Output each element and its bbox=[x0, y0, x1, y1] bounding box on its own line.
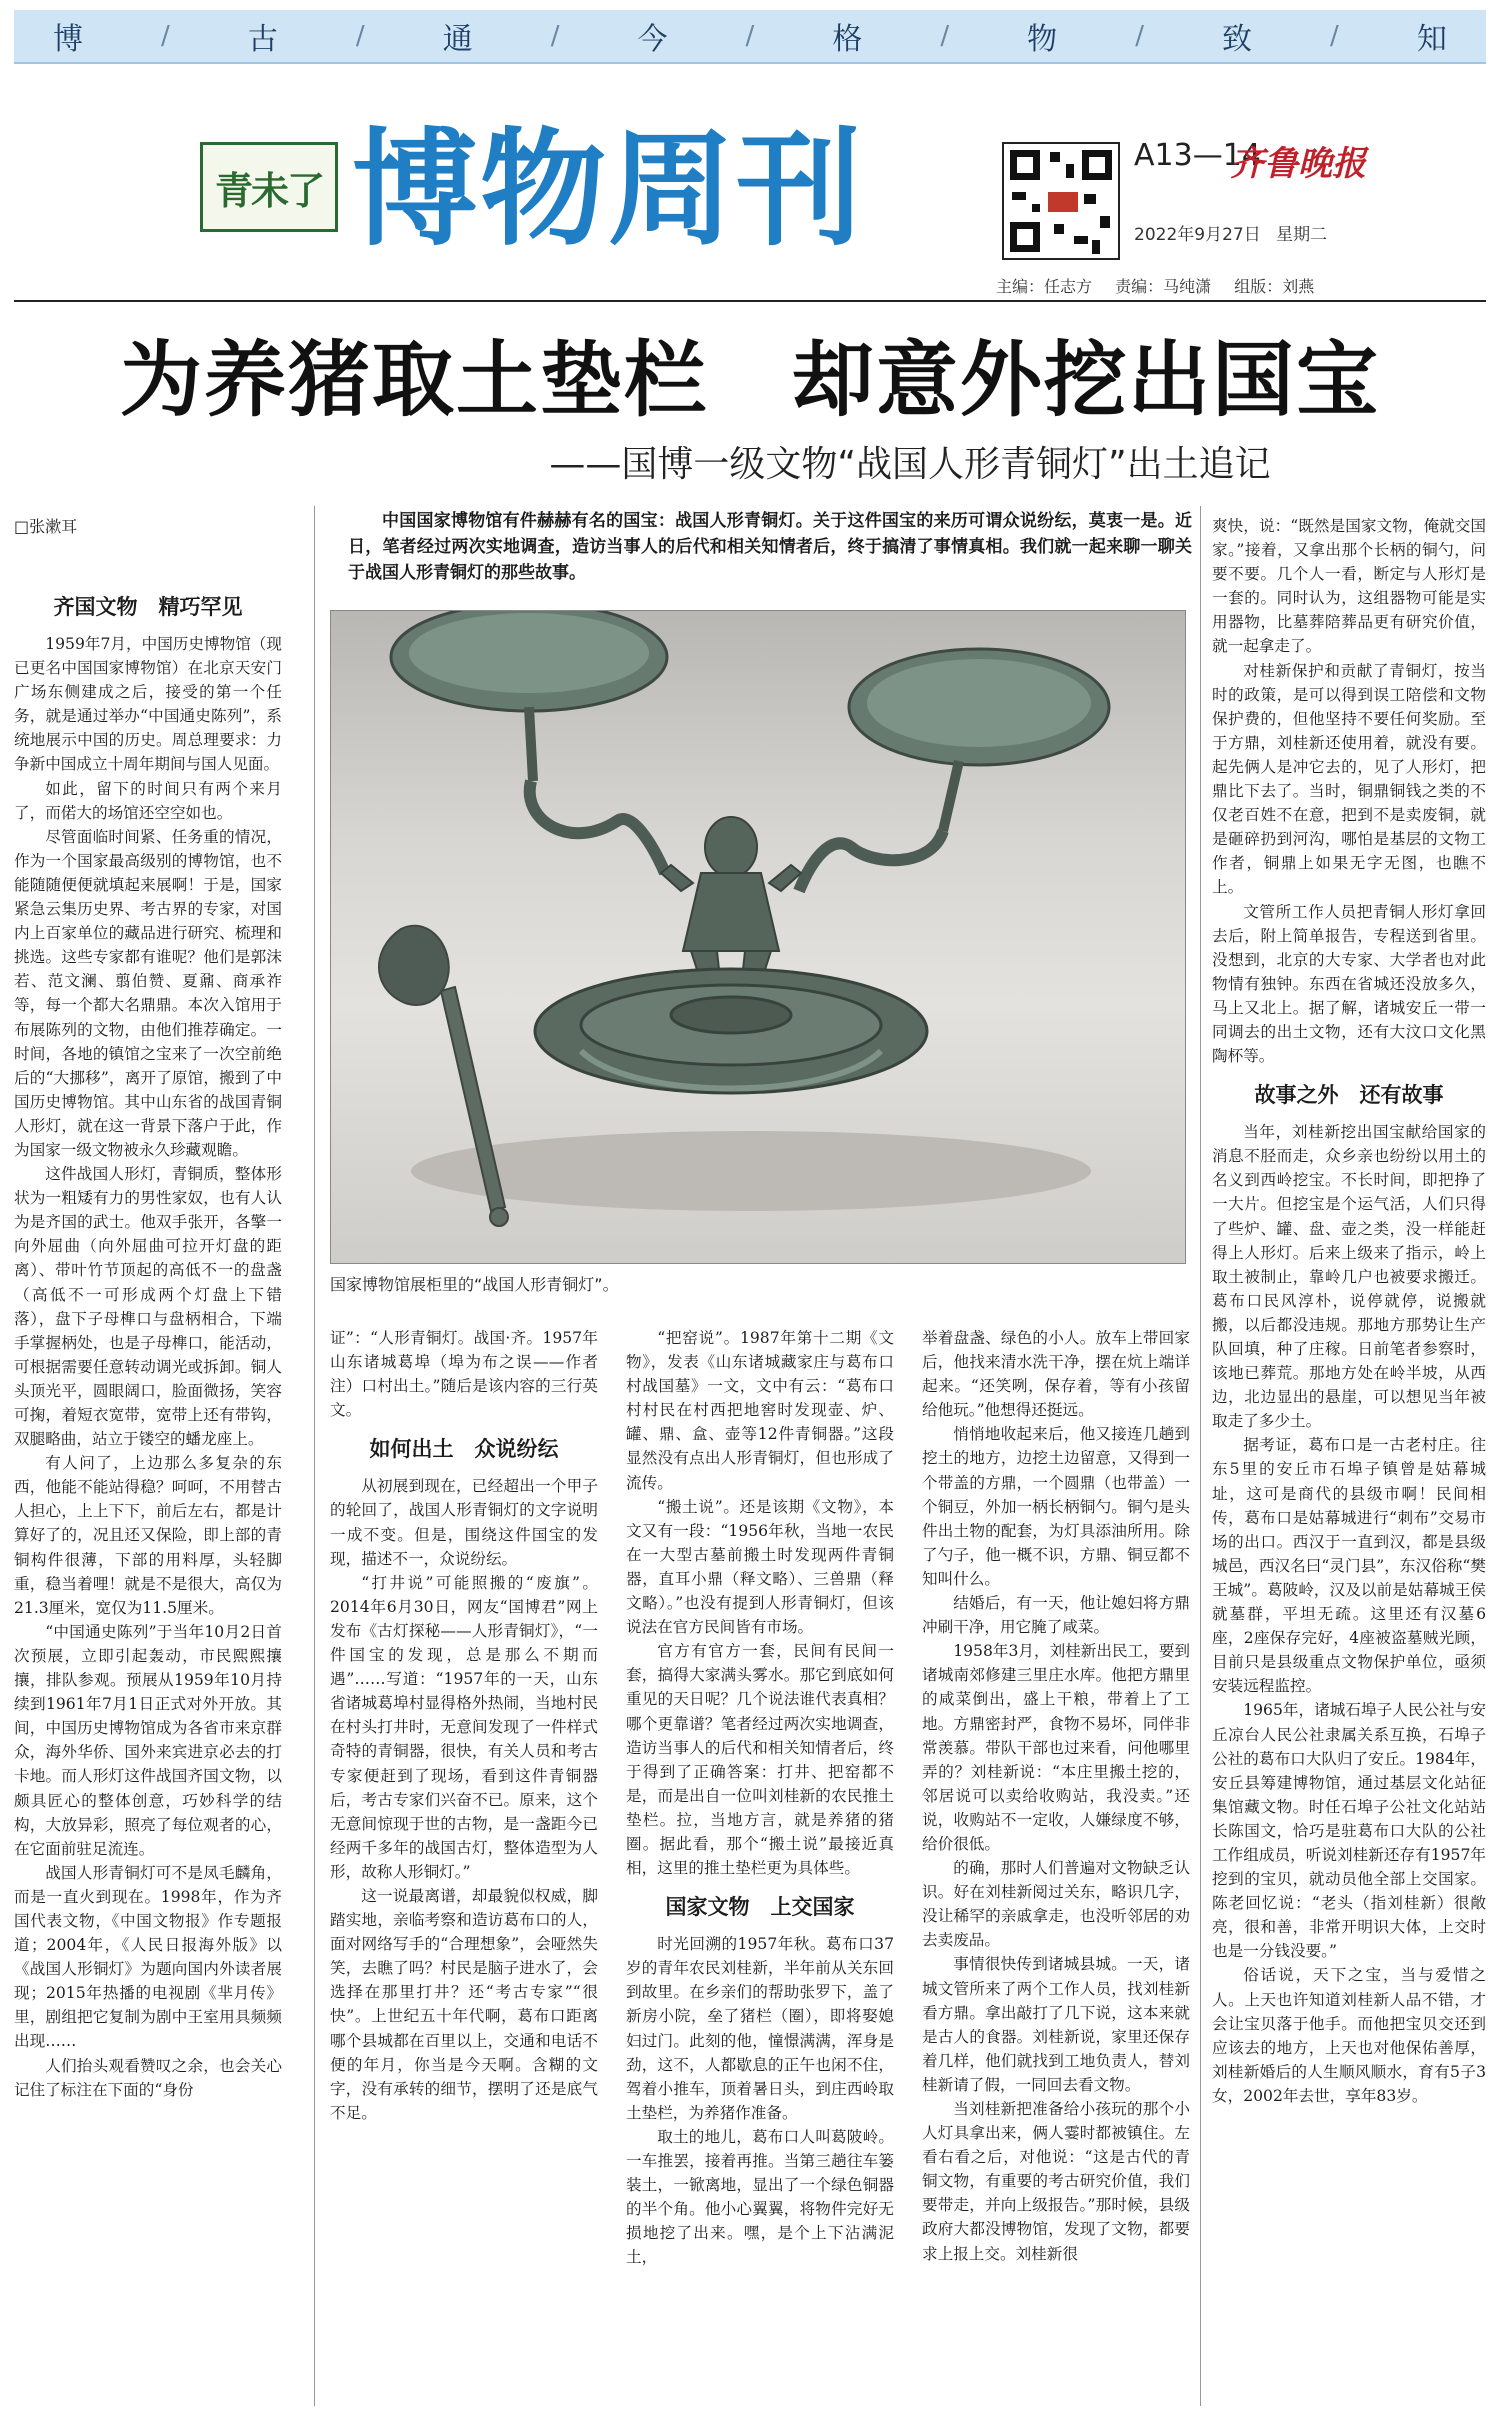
paragraph: 有人问了，上边那么多复杂的东西，他能不能站得稳？呵呵，不用替古人担心，上上下下，前后左右，都是计算好了的，况且还又保险，即上部的青铜构件很薄，下部的用料厚，头轻脚重，稳当着哩！就是不是很大，高仅为21.3厘米，宽仅为11.5厘米。 bbox=[14, 1454, 282, 1617]
newspaper-name: 齐鲁晚报 bbox=[1230, 144, 1366, 184]
qr-code-icon bbox=[1002, 142, 1120, 260]
article-column-4 bbox=[922, 1326, 1190, 2266]
intro-paragraph: 中国国家博物馆有件赫赫有名的国宝：战国人形青铜灯。关于这件国宝的来历可谓众说纷纭，莫衷一是。近日，笔者经过两次实地调查，造访当事人的后代和相关知情者后，终于搞清了事情真相。我们就一起来聊一聊关于战国人形青铜灯的那些故事。 bbox=[348, 511, 1192, 583]
article-column-3 bbox=[626, 1326, 894, 2269]
paragraph: 从初展到现在，已经超出一个甲子的轮回了，战国人形青铜灯的文字说明一成不变。但是，围绕这件国宝的发现，描述不一，众说纷纭。 bbox=[330, 1477, 598, 1568]
paragraph: 事情很快传到诸城县城。一天，诸城文管所来了两个工作人员，找刘桂新看方鼎。拿出敲打了几下说，这本来就是古人的食器。刘桂新说，家里还保存着几样，他们就找到工地负责人，替刘桂新请了假，一同回去看文物。 bbox=[922, 1955, 1190, 2094]
paragraph: 的确，那时人们普遍对文物缺乏认识。好在刘桂新阅过关东，略识几字，没让稀罕的亲戚拿走，也没听邻居的劝去卖废品。 bbox=[922, 1859, 1190, 1950]
duty-editor: 责编：马纯潇 bbox=[1115, 277, 1212, 296]
chief-editor: 主编：任志方 bbox=[996, 277, 1093, 296]
section-heading: 如何出土 众说纷纭 bbox=[369, 1437, 559, 1462]
headline: 为养猪取土垫栏 却意外挖出国宝 bbox=[119, 332, 1380, 428]
section-heading: 国家文物 上交国家 bbox=[665, 1895, 855, 1920]
paragraph: 证”：“人形青铜灯。战国·齐。1957年山东诸城葛埠（埠为布之误——作者注）口村出土。”随后是该内容的三行英文。 bbox=[330, 1329, 598, 1420]
subheadline: ——国博一级文物“战国人形青铜灯”出土追记 bbox=[549, 444, 1271, 485]
motto-char: 知 bbox=[1416, 22, 1447, 57]
section-logo bbox=[200, 142, 338, 232]
column-divider bbox=[314, 506, 315, 2406]
column-divider bbox=[1200, 506, 1201, 2406]
motto-char: 通 bbox=[442, 22, 473, 57]
paragraph: 取土的地儿，葛布口人叫葛陂岭。一车推罢，接着再推。当第三趟往车篓装土，一锨离地，显出了一个绿色铜器的半个角。他小心翼翼，将物件完好无损地挖了出来。嘿，是个上下沾满泥土， bbox=[626, 2127, 894, 2267]
paragraph: 对桂新保护和贡献了青铜灯，按当时的政策，是可以得到误工陪偿和文物保护费的，但他坚持不要任何奖励。至于方鼎，刘桂新还使用着，就没有要。起先俩人是冲它去的，见了人形灯，把鼎比下去了。当时，铜鼎铜钱之类的不仅老百姓不在意，把到不是卖废铜，就是砸碎扔到河沟，哪怕是基层的文物工作者，铜鼎上如果无字无图，也瞧不上。 bbox=[1212, 661, 1486, 897]
paragraph: 这件战国人形灯，青铜质，整体形状为一粗矮有力的男性家奴，也有人认为是齐国的武士。他双手张开，各擎一向外屈曲（向外屈曲可拉开灯盘的距离）、带叶竹节顶起的高低不一的盘盏（高低不一可形成两个灯盘上下错落），盘下子母榫口与盘柄相合，下端手掌握柄处，也是子母榫口，能活动，可根据需要任意转动调光或拆卸。铜人头顶光平，圆眼阔口，脸面微扬，笑容可掬，着短衣宽带，宽带上还有带钩，双腿略曲，站立于镂空的蟠龙座上。 bbox=[14, 1165, 282, 1449]
motto-band: 博 / 古 / 通 / 今 / 格 / 物 / 致 / 知 bbox=[14, 10, 1486, 64]
editor-credits bbox=[996, 274, 1332, 297]
byline: □张漱耳 bbox=[14, 517, 78, 536]
article-column-1 bbox=[14, 580, 282, 2102]
paragraph: 1958年3月，刘桂新出民工，要到诸城南郊修建三里庄水库。他把方鼎里的咸菜倒出，盛上干粮，带着上了工地。方鼎密封严，食物不易坏，同伴非常羡慕。带队干部也过来看，问他哪里弄的？刘桂新说：“本庄里搬土挖的，邻居说可以卖给收购站，我没卖。”还说，收购站不一定收，人嫌绿度不够，给价很低。 bbox=[922, 1642, 1190, 1853]
motto-char: 格 bbox=[832, 22, 863, 57]
motto-char: 物 bbox=[1027, 22, 1058, 57]
article-column-5 bbox=[1212, 514, 1486, 2108]
logo-text: 青未了 bbox=[214, 167, 323, 213]
article-column-2 bbox=[330, 1326, 598, 2125]
paragraph: 据考证，葛布口是一古老村庄。往东5里的安丘市石埠子镇曾是姑幕城址，这可是商代的县级市啊！民间相传，葛布口是姑幕城进行“刺布”交易市场的出口。西汉于一直到汉，都是县级城邑，西汉名曰“灵门县”，东汉俗称“樊王城”。葛陂岭，汉及以前是姑幕城王侯就墓群，平坦无疏。这里还有汉墓6座，2座保存完好，4座被盗墓贼光顾，目前只是县级重点文物保护单位，亟须安装远程监控。 bbox=[1212, 1436, 1486, 1696]
column-title: 博物周刊 bbox=[352, 116, 864, 263]
weekday: 星期二 bbox=[1276, 225, 1328, 245]
date: 2022年9月27日 bbox=[1134, 225, 1261, 245]
motto-char: 今 bbox=[637, 22, 668, 57]
paragraph: “打井说”可能照搬的“废旗”。2014年6月30日，网友“国博君”网上发布《古灯探秘——人形青铜灯》，“一件国宝的发现，总是那么不期而遇”……写道：“1957年的一天，山东省诸城葛埠村显得格外热闹，当地村民在村头打井时，无意间发现了一件样式奇特的青铜器，很快，有关人员和考古专家便赶到了现场，看到这件青铜器后，考古专家们兴奋不已。原来，这个无意间惊现于世的古物，是一盏距今已经两千多年的战国古灯，整体造型为人形，故称人形铜灯。” bbox=[330, 1573, 598, 1881]
paragraph: “中国通史陈列”于当年10月2日首次预展，立即引起轰动，市民熙熙攘攘，排队参观。预展从1959年10月持续到1961年7月1日正式对外开放。其间，中国历史博物馆成为各省市来京群众，海外华侨、国外来宾进京必去的打卡地。而人形灯这件战国齐国文物，以颇具匠心的整体创意，巧妙科学的结构，大放异彩，照亮了每位观者的心，在它面前驻足流连。 bbox=[14, 1622, 282, 1858]
section-heading: 故事之外 还有故事 bbox=[1254, 1083, 1444, 1108]
paragraph: “搬土说”。还是该期《文物》，本文又有一段：“1956年秋，当地一农民在一大型古墓前搬土时发现两件青铜器，直耳小鼎（释文略）、三兽鼎（释文略）。”也没有提到人形青铜灯，但该说法在官方民间皆有市场。 bbox=[626, 1497, 894, 1637]
motto-char: 古 bbox=[247, 22, 278, 57]
bronze-lamp-illustration bbox=[331, 611, 1186, 1264]
paragraph: 文管所工作人员把青铜人形灯拿回去后，附上简单报告，专程送到省里。没想到，北京的大专家、大学者也对此物情有独钟。东西在省城还没放多久，马上又北上。据了解，诸城安丘一带一同调去的出土文物，还有大汶口文化黑陶杯等。 bbox=[1212, 902, 1486, 1066]
masthead-divider bbox=[14, 300, 1486, 302]
paragraph: 如此，留下的时间只有两个来月了，而偌大的场馆还空空如也。 bbox=[14, 779, 282, 822]
layout-editor: 组版：刘燕 bbox=[1234, 277, 1315, 296]
issue-date bbox=[1134, 220, 1327, 245]
paragraph: 官方有官方一套，民间有民间一套，搞得大家满头雾水。那它到底如何重见的天日呢？几个说法谁代表真相？哪个更靠谱？笔者经过两次实地调查，造访当事人的后代和相关知情者后，终于得到了正确答案：打井、把窑都不是，而是出自一位叫刘桂新的农民推土垫栏。拉，当地方言，就是养猪的猪圈。据此看，那个“搬土说”最接近真相，这里的推土垫栏更为具体些。 bbox=[626, 1642, 894, 1878]
page-number: A13—14 bbox=[1134, 138, 1261, 173]
paragraph: 当刘桂新把准备给小孩玩的那个小人灯具拿出来，俩人霎时都被镇住。左看右看之后，对他说：“这是古代的青铜文物，有重要的考古研究价值，我们要带走，并向上级报告。”那时候，县级政府大都没博物馆，发现了文物，都要求上报上交。刘桂新很 bbox=[922, 2100, 1190, 2263]
paragraph: 爽快，说：“既然是国家文物，俺就交国家。”接着，又拿出那个长柄的铜勺，问要不要。几个人一看，断定与人形灯是一套的。同时认为，这组器物可能是实用器物，比墓葬陪葬品更有研究价值，就一起拿走了。 bbox=[1212, 517, 1486, 656]
motto-char: 致 bbox=[1221, 22, 1252, 57]
section-heading: 齐国文物 精巧罕见 bbox=[53, 595, 243, 619]
paragraph: 1959年7月，中国历史博物馆（现已更名中国国家博物馆）在北京天安门广场东侧建成之后，接受的第一个任务，就是通过举办“中国通史陈列”，系统地展示中国的历史。周总理要求：力争新中国成立十周年期间与国人见面。 bbox=[14, 635, 282, 774]
photo-caption: 国家博物馆展柜里的“战国人形青铜灯”。 bbox=[330, 1275, 619, 1294]
paragraph: 这一说最离谱，却最貌似权威，脚踏实地，亲临考察和造访葛布口的人，面对网络写手的“合理想象”，会哑然失笑，去瞧了吗？村民是脑子进水了，会选择在那里打井？还“考古专家”“很快”。上世纪五十年代啊，葛布口距离哪个县城都在百里以上，交通和电话不便的年月，你当是今天啊。含糊的文字，没有承转的细节，摆明了还是底气不足。 bbox=[330, 1886, 598, 2122]
paragraph: 1965年，诸城石埠子人民公社与安丘凉台人民公社隶属关系互换，石埠子公社的葛布口大队归了安丘。1984年，安丘县筹建博物馆，通过基层文化站征集馆藏文物。时任石埠子公社文化站站长陈国文，恰巧是驻葛布口大队的公社工作组成员，听说刘桂新还存有1957年挖到的宝贝，就动员他全部上交国家。陈老回忆说：“老头（指刘桂新）很敞亮，很和善，非常开明识大体，上交时也是一分钱没要。” bbox=[1212, 1701, 1486, 1961]
paragraph: 结婚后，有一天，他让媳妇将方鼎冲刷干净，用它腌了咸菜。 bbox=[922, 1594, 1190, 1637]
paragraph: 时光回溯的1957年秋。葛布口37岁的青年农民刘桂新，半年前从关东回到故里。在乡亲们的帮助张罗下，盖了新房小院，垒了猪栏（圈），即将娶媳妇过门。此刻的他，憧憬满满，浑身是劲，这不，人都歇息的正午也闲不住，驾着小推车，顶着暑日头，到庄西岭取土垫栏，为养猪作准备。 bbox=[626, 1935, 894, 2122]
paragraph: 当年，刘桂新挖出国宝献给国家的消息不胫而走，众乡亲也纷纷以用土的名义到西岭挖宝。不长时间，即把挣了一大片。但挖宝是个运气活，人们只得了些炉、罐、盘、壶之类，没一样能赶得上人形灯。后来上级来了指示，岭上取土被制止，靠岭几户也被要求搬迁。葛布口民风淳朴，说停就停，说搬就搬，以后都没违规。那地方那势让生产队回填，种了庄稼。日前笔者参察时，该地已葬荒。那地方处在岭半坡，从西边，北边显出的悬崖，可以想见当年被取走了多少土。 bbox=[1212, 1123, 1486, 1431]
paragraph: 悄悄地收起来后，他又接连几趟到挖土的地方，边挖土边留意，又得到一个带盖的方鼎，一个圆鼎（也带盖）一个铜豆，外加一柄长柄铜勺。铜勺是头件出土物的配套，为灯具添油所用。除了勺子，他一概不识，方鼎、铜豆都不知叫什么。 bbox=[922, 1425, 1190, 1588]
paragraph: 举着盘盏、绿色的小人。放车上带回家后，他找来清水洗干净，摆在炕上端详起来。“还笑咧，保存着，等有小孩留给他玩。”他想得还挺远。 bbox=[922, 1329, 1190, 1420]
paragraph: 战国人形青铜灯可不是凤毛麟角，而是一直火到现在。1998年，作为齐国代表文物，《中国文物报》作专题报道；2004年，《人民日报海外版》以《战国人形铜灯》为题向国内外读者展现；2015年热播的电视剧《芈月传》里，剧组把它复制为剧中王室用具频频出现…… bbox=[14, 1863, 282, 2051]
paragraph: “把窑说”。1987年第十二期《文物》，发表《山东诸城藏家庄与葛布口村战国墓》一文，文中有云：“葛布口村村民在村西把地窖时发现壶、炉、罐、鼎、盒、壶等12件青铜器。”这段显然没有点出人形青铜灯，但也形成了流传。 bbox=[626, 1329, 894, 1492]
paragraph: 俗话说，天下之宝，当与爱惜之人。上天也许知道刘桂新人品不错，才会让宝贝落于他手。而他把宝贝交还到应该去的地方，上天也对他保佑善厚，刘桂新婚后的人生顺风顺水，育有5子3女，2002年去世，享年83岁。 bbox=[1212, 1966, 1486, 2105]
paragraph: 尽管面临时间紧、任务重的情况，作为一个国家最高级别的博物馆，也不能随随便便就填起来展啊！于是，国家紧急云集历史界、考古界的专家，对国内上百家单位的藏品进行研究、梳理和挑选。这些专家都有谁呢？他们是郭沫若、范文澜、翦伯赞、夏鼐、商承祚等，每一个都大名鼎鼎。本次入馆用于布展陈列的文物，由他们推荐确定。一时间，各地的镇馆之宝来了一次空前绝后的“大挪移”，离开了原馆，搬到了中国历史博物馆。其中山东省的战国青铜人形灯，就在这一背景下落户于此，作为国家一级文物被永久珍藏观瞻。 bbox=[14, 827, 282, 1159]
bronze-lamp-photo bbox=[330, 610, 1186, 1264]
paragraph: 人们抬头观看赞叹之余，也会关心记住了标注在下面的“身份 bbox=[14, 2056, 282, 2099]
motto-char: 博 bbox=[53, 22, 84, 57]
